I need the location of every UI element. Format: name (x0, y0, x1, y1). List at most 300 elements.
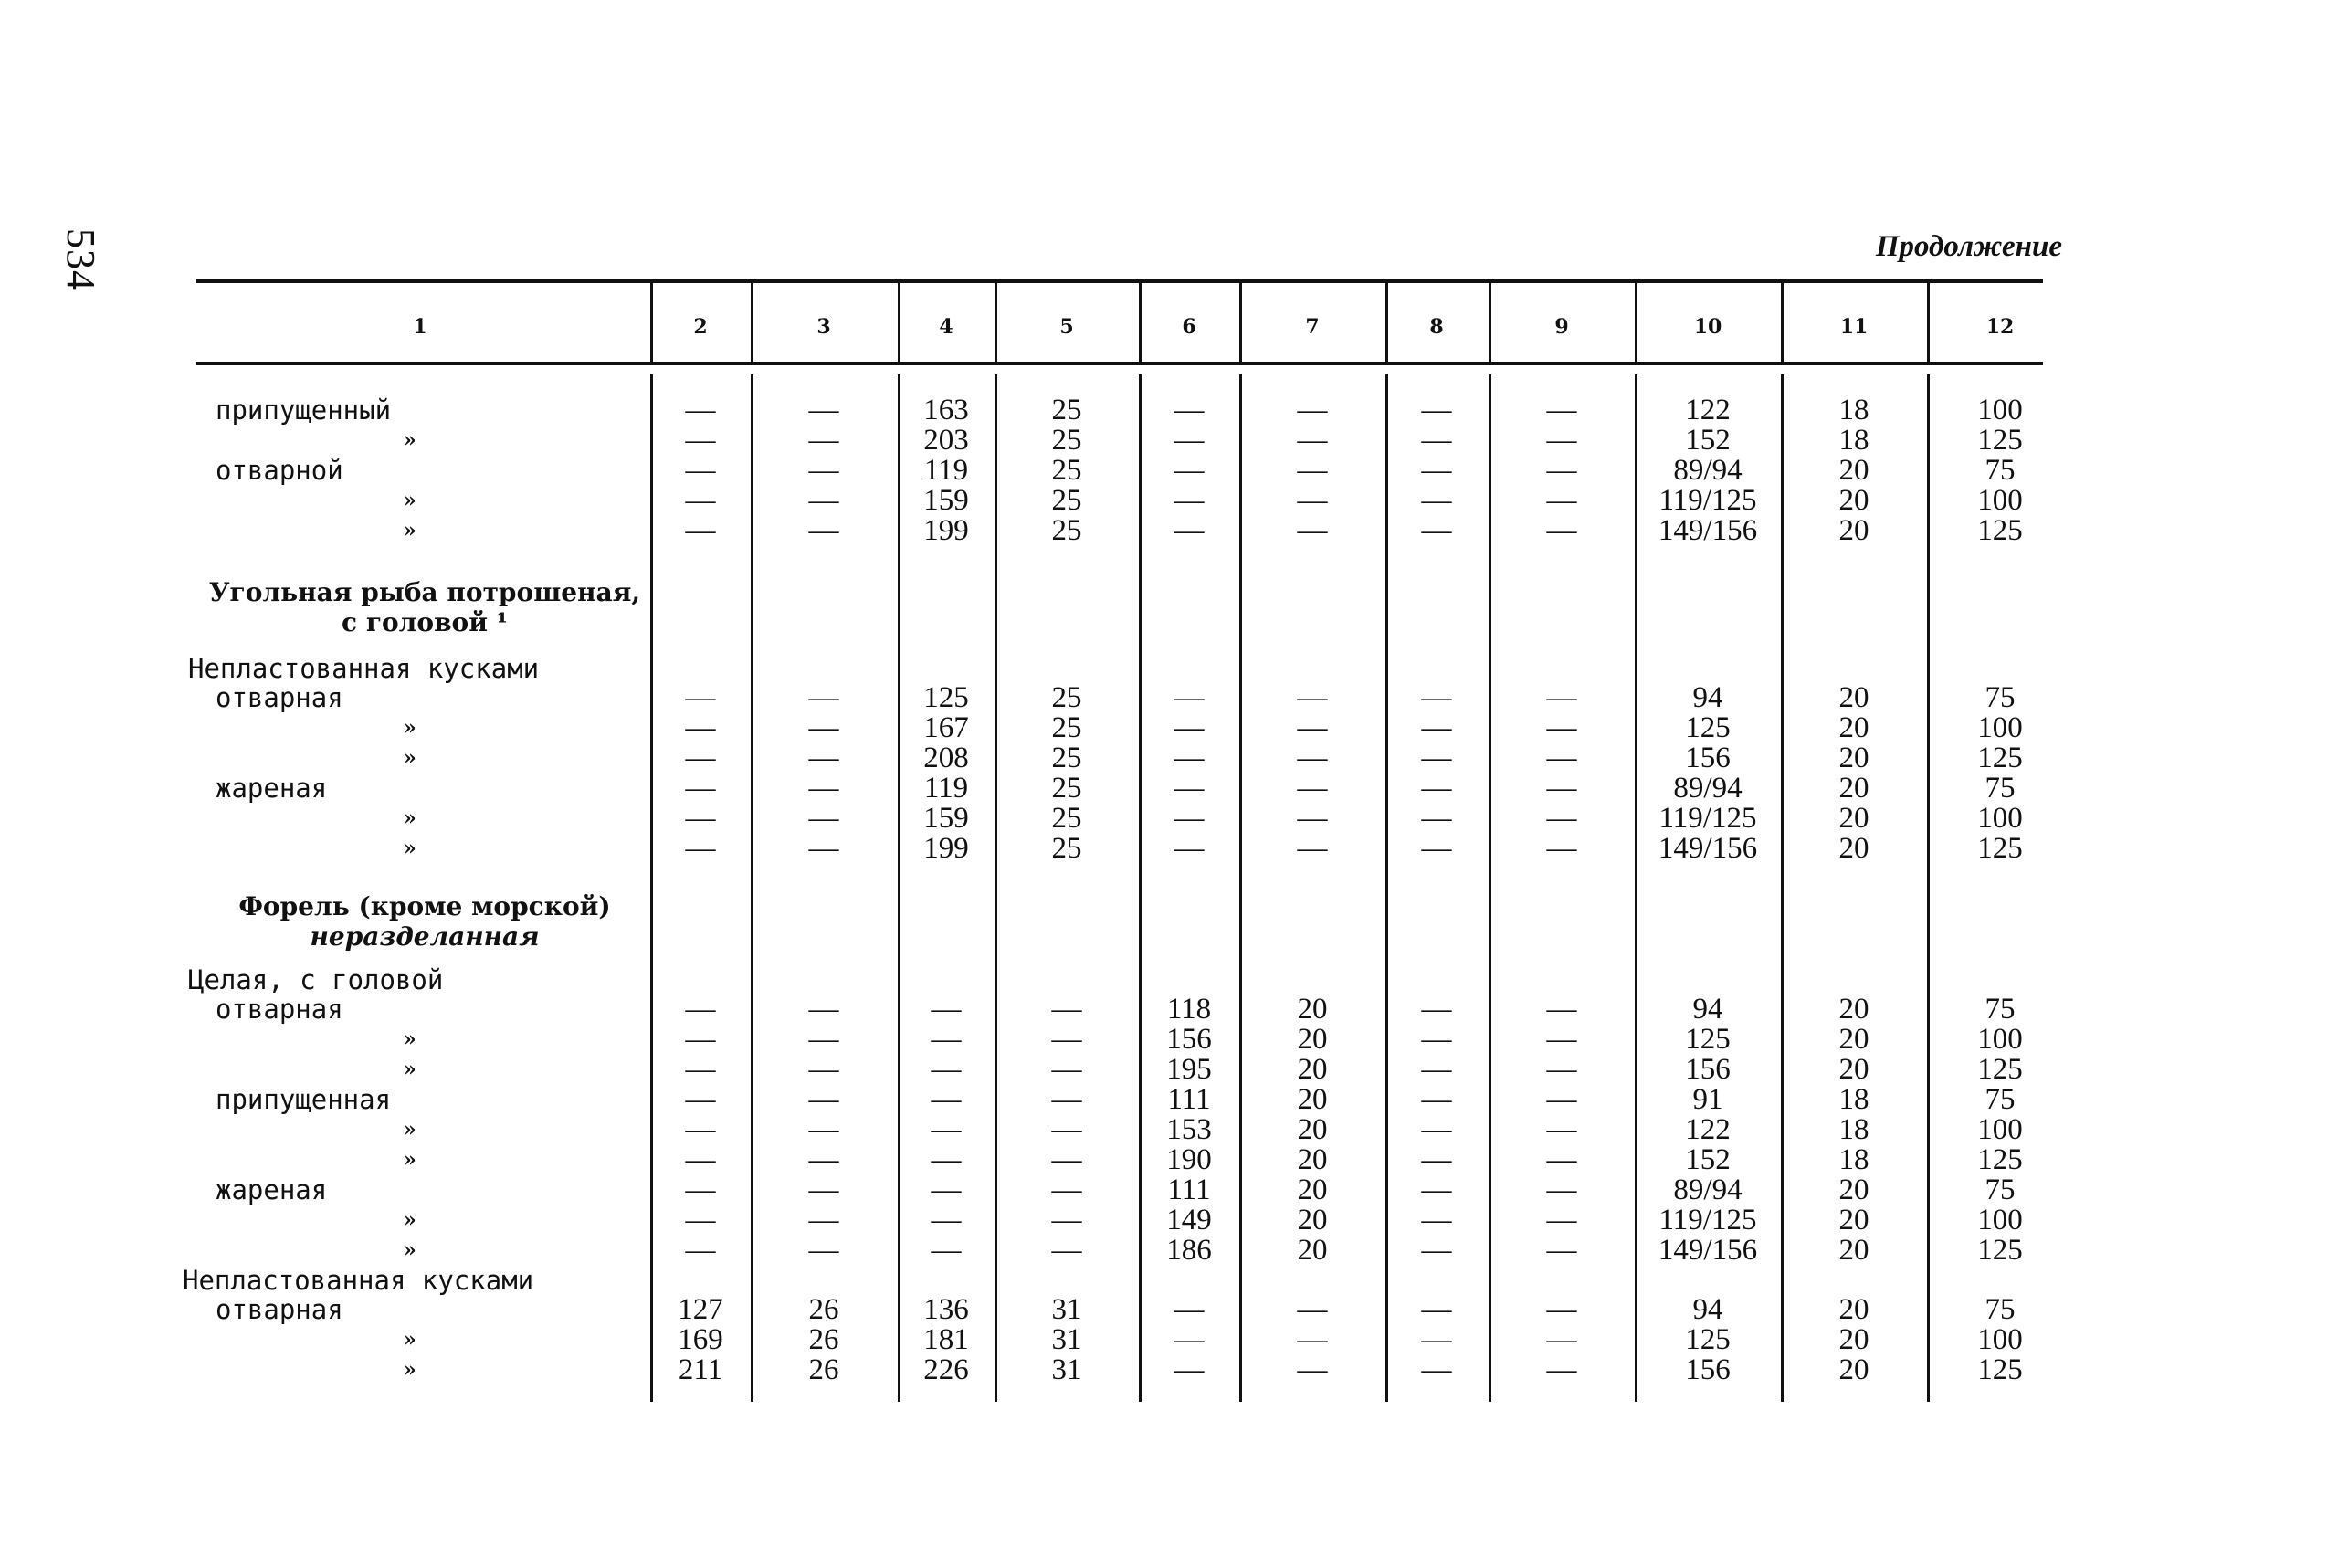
table-cell: 125 (1977, 1234, 2023, 1267)
table-cell: — (1421, 802, 1452, 835)
table-cell: — (1421, 1053, 1452, 1086)
ditto-mark: » (404, 428, 416, 452)
table-cell: — (1421, 1204, 1452, 1237)
table-cell: 20 (1297, 1113, 1328, 1146)
table-cell: 25 (1051, 454, 1082, 487)
table-cell: — (1546, 1083, 1577, 1116)
table-cell: 18 (1838, 424, 1869, 457)
table-cell: — (1051, 993, 1082, 1026)
section-title: Форель (кроме морской) (238, 891, 611, 921)
table-cell: 94 (1692, 1293, 1723, 1326)
table-cell: — (1421, 1173, 1452, 1206)
table-cell: — (931, 1083, 962, 1116)
table-cell: — (1546, 742, 1577, 774)
table-cell: 25 (1051, 484, 1082, 517)
column-header-12: 12 (1985, 315, 2015, 339)
table-cell: — (685, 742, 716, 774)
table-cell: — (1546, 454, 1577, 487)
table-cell: — (1174, 1293, 1205, 1326)
table-cell: 125 (1977, 424, 2023, 457)
column-divider (1927, 374, 1930, 1402)
column-header-11: 11 (1839, 315, 1869, 339)
table-cell: 18 (1838, 1083, 1869, 1116)
table-cell: 25 (1051, 394, 1082, 426)
table-cell: — (1546, 1173, 1577, 1206)
table-cell: — (1297, 1293, 1328, 1326)
table-cell: 125 (1977, 1053, 2023, 1086)
table-cell: 152 (1685, 1143, 1731, 1176)
section-title: с головой ¹ (342, 607, 508, 637)
row-label: отварная (216, 994, 343, 1025)
column-divider (1635, 283, 1637, 362)
table-cell: 167 (923, 711, 969, 744)
table-cell: 20 (1838, 1204, 1869, 1237)
table-cell: — (685, 1204, 716, 1237)
table-cell: 156 (1685, 1353, 1731, 1386)
table-cell: — (1051, 1173, 1082, 1206)
column-header-6: 6 (1182, 315, 1196, 339)
table-cell: — (1421, 424, 1452, 457)
table-cell: — (1051, 1143, 1082, 1176)
table-cell: — (808, 1234, 839, 1267)
table-cell: — (1421, 1293, 1452, 1326)
table-cell: 100 (1977, 711, 2023, 744)
table-cell: 20 (1838, 1234, 1869, 1267)
table-cell: — (808, 1204, 839, 1237)
ditto-mark: » (404, 1027, 416, 1051)
table-cell: 20 (1838, 1353, 1869, 1386)
table-cell: — (808, 772, 839, 805)
table-cell: 100 (1977, 1113, 2023, 1146)
table-cell: 125 (1977, 514, 2023, 547)
table-cell: 152 (1685, 424, 1731, 457)
table-cell: — (1051, 1023, 1082, 1056)
table-cell: 75 (1985, 454, 2016, 487)
table-cell: 75 (1985, 1293, 2016, 1326)
table-cell: 122 (1685, 1113, 1731, 1146)
table-cell: — (1174, 514, 1205, 547)
table-cell: — (1174, 772, 1205, 805)
column-divider (1781, 374, 1784, 1402)
table-cell: 20 (1297, 993, 1328, 1026)
table-cell: — (685, 454, 716, 487)
table-cell: — (1421, 1353, 1452, 1386)
table-cell: 20 (1838, 1293, 1869, 1326)
table-cell: 31 (1051, 1293, 1082, 1326)
table-cell: — (808, 1023, 839, 1056)
column-header-9: 9 (1554, 315, 1569, 339)
table-cell: — (685, 1083, 716, 1116)
table-cell: — (1297, 424, 1328, 457)
table-cell: 211 (678, 1353, 723, 1386)
table-cell: — (1174, 394, 1205, 426)
column-header-3: 3 (816, 315, 831, 339)
table-cell: 26 (808, 1353, 839, 1386)
table-cell: 111 (1167, 1173, 1211, 1206)
section-title: неразделанная (310, 921, 540, 952)
table-cell: 186 (1166, 1234, 1212, 1267)
table-cell: 159 (923, 802, 969, 835)
table-cell: — (1174, 742, 1205, 774)
table-cell: 20 (1838, 1053, 1869, 1086)
column-divider (1489, 283, 1491, 362)
table-cell: — (685, 1053, 716, 1086)
table-cell: — (1297, 742, 1328, 774)
table-cell: — (1546, 993, 1577, 1026)
ditto-mark: » (404, 1058, 416, 1081)
table-cell: 20 (1297, 1053, 1328, 1086)
table-cell: 100 (1977, 394, 2023, 426)
table-cell: 169 (678, 1323, 723, 1356)
table-cell: — (931, 1173, 962, 1206)
column-divider (898, 283, 900, 362)
table-cell: 156 (1685, 1053, 1731, 1086)
table-cell: 20 (1297, 1083, 1328, 1116)
table-cell: 149/156 (1658, 514, 1758, 547)
table-cell: 20 (1838, 772, 1869, 805)
ditto-mark: » (404, 746, 416, 770)
table-cell: — (931, 1053, 962, 1086)
table-cell: 75 (1985, 772, 2016, 805)
table-cell: 20 (1297, 1234, 1328, 1267)
table-cell: — (1421, 514, 1452, 547)
row-label: отварная (216, 682, 343, 713)
table-cell: — (1174, 454, 1205, 487)
table-cell: — (1546, 1113, 1577, 1146)
table-cell: — (1421, 832, 1452, 865)
table-cell: 20 (1838, 1173, 1869, 1206)
table-cell: 25 (1051, 802, 1082, 835)
table-cell: — (685, 711, 716, 744)
table-cell: — (685, 1173, 716, 1206)
continuation-label: Продолжение (1875, 230, 2062, 263)
table-top-rule (196, 279, 2043, 283)
table-cell: — (1174, 1323, 1205, 1356)
table-cell: 190 (1166, 1143, 1212, 1176)
table-cell: 20 (1297, 1143, 1328, 1176)
table-cell: — (931, 1234, 962, 1267)
column-header-10: 10 (1693, 315, 1722, 339)
table-cell: — (685, 394, 716, 426)
table-cell: — (1546, 1323, 1577, 1356)
table-cell: 75 (1985, 993, 2016, 1026)
table-cell: — (1546, 1293, 1577, 1326)
table-cell: 20 (1838, 514, 1869, 547)
table-cell: 125 (1977, 742, 2023, 774)
table-cell: — (1421, 772, 1452, 805)
table-cell: 122 (1685, 394, 1731, 426)
table-cell: 31 (1051, 1353, 1082, 1386)
table-cell: 208 (923, 742, 969, 774)
table-cell: — (1174, 802, 1205, 835)
table-cell: — (685, 993, 716, 1026)
table-cell: — (808, 514, 839, 547)
table-cell: 119/125 (1658, 1204, 1757, 1237)
table-cell: — (1297, 711, 1328, 744)
table-cell: — (1174, 681, 1205, 714)
column-divider (751, 283, 753, 362)
table-cell: 100 (1977, 484, 2023, 517)
table-cell: 20 (1838, 454, 1869, 487)
column-header-8: 8 (1429, 315, 1444, 339)
section-subtitle: Непластованная кусками (188, 653, 540, 684)
table-cell: — (808, 993, 839, 1026)
table-cell: 25 (1051, 711, 1082, 744)
table-cell: 203 (923, 424, 969, 457)
table-cell: — (1546, 832, 1577, 865)
table-cell: — (1546, 514, 1577, 547)
table-cell: — (1546, 711, 1577, 744)
table-cell: — (808, 802, 839, 835)
row-label: припущенная (216, 1084, 392, 1115)
table-cell: — (1297, 681, 1328, 714)
table-cell: — (1421, 742, 1452, 774)
table-cell: — (685, 1113, 716, 1146)
table-cell: 20 (1838, 681, 1869, 714)
table-cell: — (808, 1053, 839, 1086)
table-cell: 125 (1977, 832, 2023, 865)
table-cell: 20 (1838, 711, 1869, 744)
table-cell: — (1546, 772, 1577, 805)
table-cell: — (1546, 1234, 1577, 1267)
table-cell: 20 (1838, 1323, 1869, 1356)
table-cell: — (1546, 1204, 1577, 1237)
table-cell: — (1546, 1353, 1577, 1386)
table-cell: — (685, 772, 716, 805)
table-cell: 75 (1985, 1173, 2016, 1206)
table-cell: — (808, 424, 839, 457)
table-cell: 20 (1297, 1023, 1328, 1056)
ditto-mark: » (404, 1148, 416, 1172)
table-cell: — (1546, 1053, 1577, 1086)
table-cell: 26 (808, 1323, 839, 1356)
table-cell: — (1421, 1143, 1452, 1176)
table-cell: 125 (1977, 1353, 2023, 1386)
table-cell: 20 (1838, 802, 1869, 835)
table-cell: — (1051, 1113, 1082, 1146)
ditto-mark: » (404, 1238, 416, 1262)
table-cell: 20 (1838, 993, 1869, 1026)
table-cell: — (808, 1173, 839, 1206)
table-cell: 159 (923, 484, 969, 517)
table-cell: 18 (1838, 1143, 1869, 1176)
table-cell: 149/156 (1658, 1234, 1758, 1267)
table-cell: 75 (1985, 1083, 2016, 1116)
table-cell: 127 (678, 1293, 723, 1326)
table-cell: 25 (1051, 424, 1082, 457)
table-cell: — (685, 1143, 716, 1176)
table-cell: 199 (923, 514, 969, 547)
table-cell: — (808, 1083, 839, 1116)
table-cell: — (931, 993, 962, 1026)
table-cell: 125 (923, 681, 969, 714)
table-cell: — (931, 1143, 962, 1176)
table-cell: — (685, 802, 716, 835)
table-cell: 18 (1838, 394, 1869, 426)
table-cell: — (685, 681, 716, 714)
table-cell: — (808, 454, 839, 487)
row-label: жареная (216, 773, 328, 804)
table-cell: 100 (1977, 1323, 2023, 1356)
column-header-1: 1 (413, 315, 427, 339)
table-cell: — (1421, 484, 1452, 517)
table-cell: 149/156 (1658, 832, 1758, 865)
column-header-2: 2 (693, 315, 708, 339)
table-cell: 125 (1685, 1023, 1731, 1056)
table-cell: 20 (1838, 742, 1869, 774)
section-subtitle: Целая, с головой (188, 964, 444, 995)
table-cell: 119/125 (1658, 802, 1757, 835)
table-cell: — (931, 1204, 962, 1237)
table-cell: — (1297, 802, 1328, 835)
table-cell: 119 (923, 454, 969, 487)
table-cell: — (1051, 1204, 1082, 1237)
table-cell: 163 (923, 394, 969, 426)
table-cell: — (808, 742, 839, 774)
table-cell: 25 (1051, 681, 1082, 714)
table-cell: — (808, 484, 839, 517)
table-cell: — (1421, 454, 1452, 487)
table-cell: — (1297, 772, 1328, 805)
table-cell: — (931, 1113, 962, 1146)
column-divider (650, 283, 653, 362)
table-cell: 111 (1167, 1083, 1211, 1116)
table-cell: — (685, 514, 716, 547)
table-cell: — (1051, 1053, 1082, 1086)
column-divider (1781, 283, 1784, 362)
ditto-mark: » (404, 806, 416, 830)
column-divider (1239, 283, 1242, 362)
table-cell: — (1421, 1113, 1452, 1146)
table-cell: 118 (1166, 993, 1212, 1026)
column-divider (1385, 283, 1388, 362)
table-cell: — (1546, 484, 1577, 517)
ditto-mark: » (404, 1208, 416, 1232)
ditto-mark: » (404, 1358, 416, 1382)
table-cell: 25 (1051, 832, 1082, 865)
section-title: Угольная рыба потрошеная, (208, 577, 641, 607)
table-cell: — (808, 1113, 839, 1146)
table-cell: 226 (923, 1353, 969, 1386)
table-cell: 100 (1977, 1204, 2023, 1237)
table-cell: 149 (1166, 1204, 1212, 1237)
table-cell: 125 (1685, 1323, 1731, 1356)
table-cell: 156 (1685, 742, 1731, 774)
table-cell: — (808, 711, 839, 744)
page-number: 534 (58, 228, 103, 291)
table-cell: — (1174, 484, 1205, 517)
table-cell: — (1546, 394, 1577, 426)
ditto-mark: » (404, 519, 416, 542)
table-cell: 20 (1297, 1173, 1328, 1206)
table-cell: — (931, 1023, 962, 1056)
table-cell: — (808, 1143, 839, 1176)
table-cell: 125 (1977, 1143, 2023, 1176)
table-cell: 75 (1985, 681, 2016, 714)
table-cell: — (808, 832, 839, 865)
table-cell: — (1546, 1143, 1577, 1176)
table-cell: 89/94 (1673, 772, 1743, 805)
column-divider (995, 283, 997, 362)
column-divider (1635, 374, 1637, 1402)
table-cell: — (685, 484, 716, 517)
table-cell: — (1546, 424, 1577, 457)
table-cell: — (1421, 1323, 1452, 1356)
table-cell: — (1297, 394, 1328, 426)
ditto-mark: » (404, 716, 416, 740)
table-cell: — (1546, 1023, 1577, 1056)
row-label: отварной (216, 455, 343, 486)
table-cell: 89/94 (1673, 454, 1743, 487)
table-cell: 20 (1838, 832, 1869, 865)
table-header-rule (196, 362, 2043, 365)
table-cell: — (1051, 1083, 1082, 1116)
table-cell: 31 (1051, 1323, 1082, 1356)
table-cell: — (1546, 681, 1577, 714)
table-cell: — (808, 394, 839, 426)
table-cell: — (1421, 1023, 1452, 1056)
ditto-mark: » (404, 1328, 416, 1352)
table-cell: — (685, 1023, 716, 1056)
column-divider (1139, 283, 1142, 362)
table-cell: — (1421, 1234, 1452, 1267)
table-cell: — (1297, 454, 1328, 487)
table-cell: 25 (1051, 742, 1082, 774)
table-cell: 26 (808, 1293, 839, 1326)
table-cell: 20 (1838, 484, 1869, 517)
table-cell: 25 (1051, 514, 1082, 547)
table-cell: — (1051, 1234, 1082, 1267)
table-cell: 100 (1977, 802, 2023, 835)
table-cell: — (1174, 832, 1205, 865)
table-cell: 119/125 (1658, 484, 1757, 517)
table-cell: — (1174, 424, 1205, 457)
table-cell: 199 (923, 832, 969, 865)
table-cell: 91 (1692, 1083, 1723, 1116)
ditto-mark: » (404, 489, 416, 512)
table-cell: — (1297, 832, 1328, 865)
ditto-mark: » (404, 1118, 416, 1142)
column-header-4: 4 (939, 315, 953, 339)
table-cell: 100 (1977, 1023, 2023, 1056)
table-cell: 25 (1051, 772, 1082, 805)
column-divider (1927, 283, 1930, 362)
table-cell: 119 (923, 772, 969, 805)
column-header-5: 5 (1059, 315, 1074, 339)
section-subtitle: Непластованная кусками (183, 1265, 534, 1296)
table-cell: — (1421, 1083, 1452, 1116)
table-cell: — (1174, 711, 1205, 744)
table-cell: — (1297, 1323, 1328, 1356)
table-cell: 94 (1692, 993, 1723, 1026)
table-cell: 125 (1685, 711, 1731, 744)
ditto-mark: » (404, 837, 416, 860)
table-cell: 136 (923, 1293, 969, 1326)
table-cell: 153 (1166, 1113, 1212, 1146)
table-cell: 94 (1692, 681, 1723, 714)
column-header-7: 7 (1305, 315, 1320, 339)
table-cell: 20 (1297, 1204, 1328, 1237)
table-cell: — (1421, 711, 1452, 744)
row-label: отварная (216, 1294, 343, 1325)
table-cell: 156 (1166, 1023, 1212, 1056)
table-cell: — (1421, 681, 1452, 714)
table-cell: — (685, 832, 716, 865)
table-cell: — (685, 1234, 716, 1267)
table-cell: — (1421, 394, 1452, 426)
row-label: жареная (216, 1174, 328, 1205)
table-cell: — (1421, 993, 1452, 1026)
